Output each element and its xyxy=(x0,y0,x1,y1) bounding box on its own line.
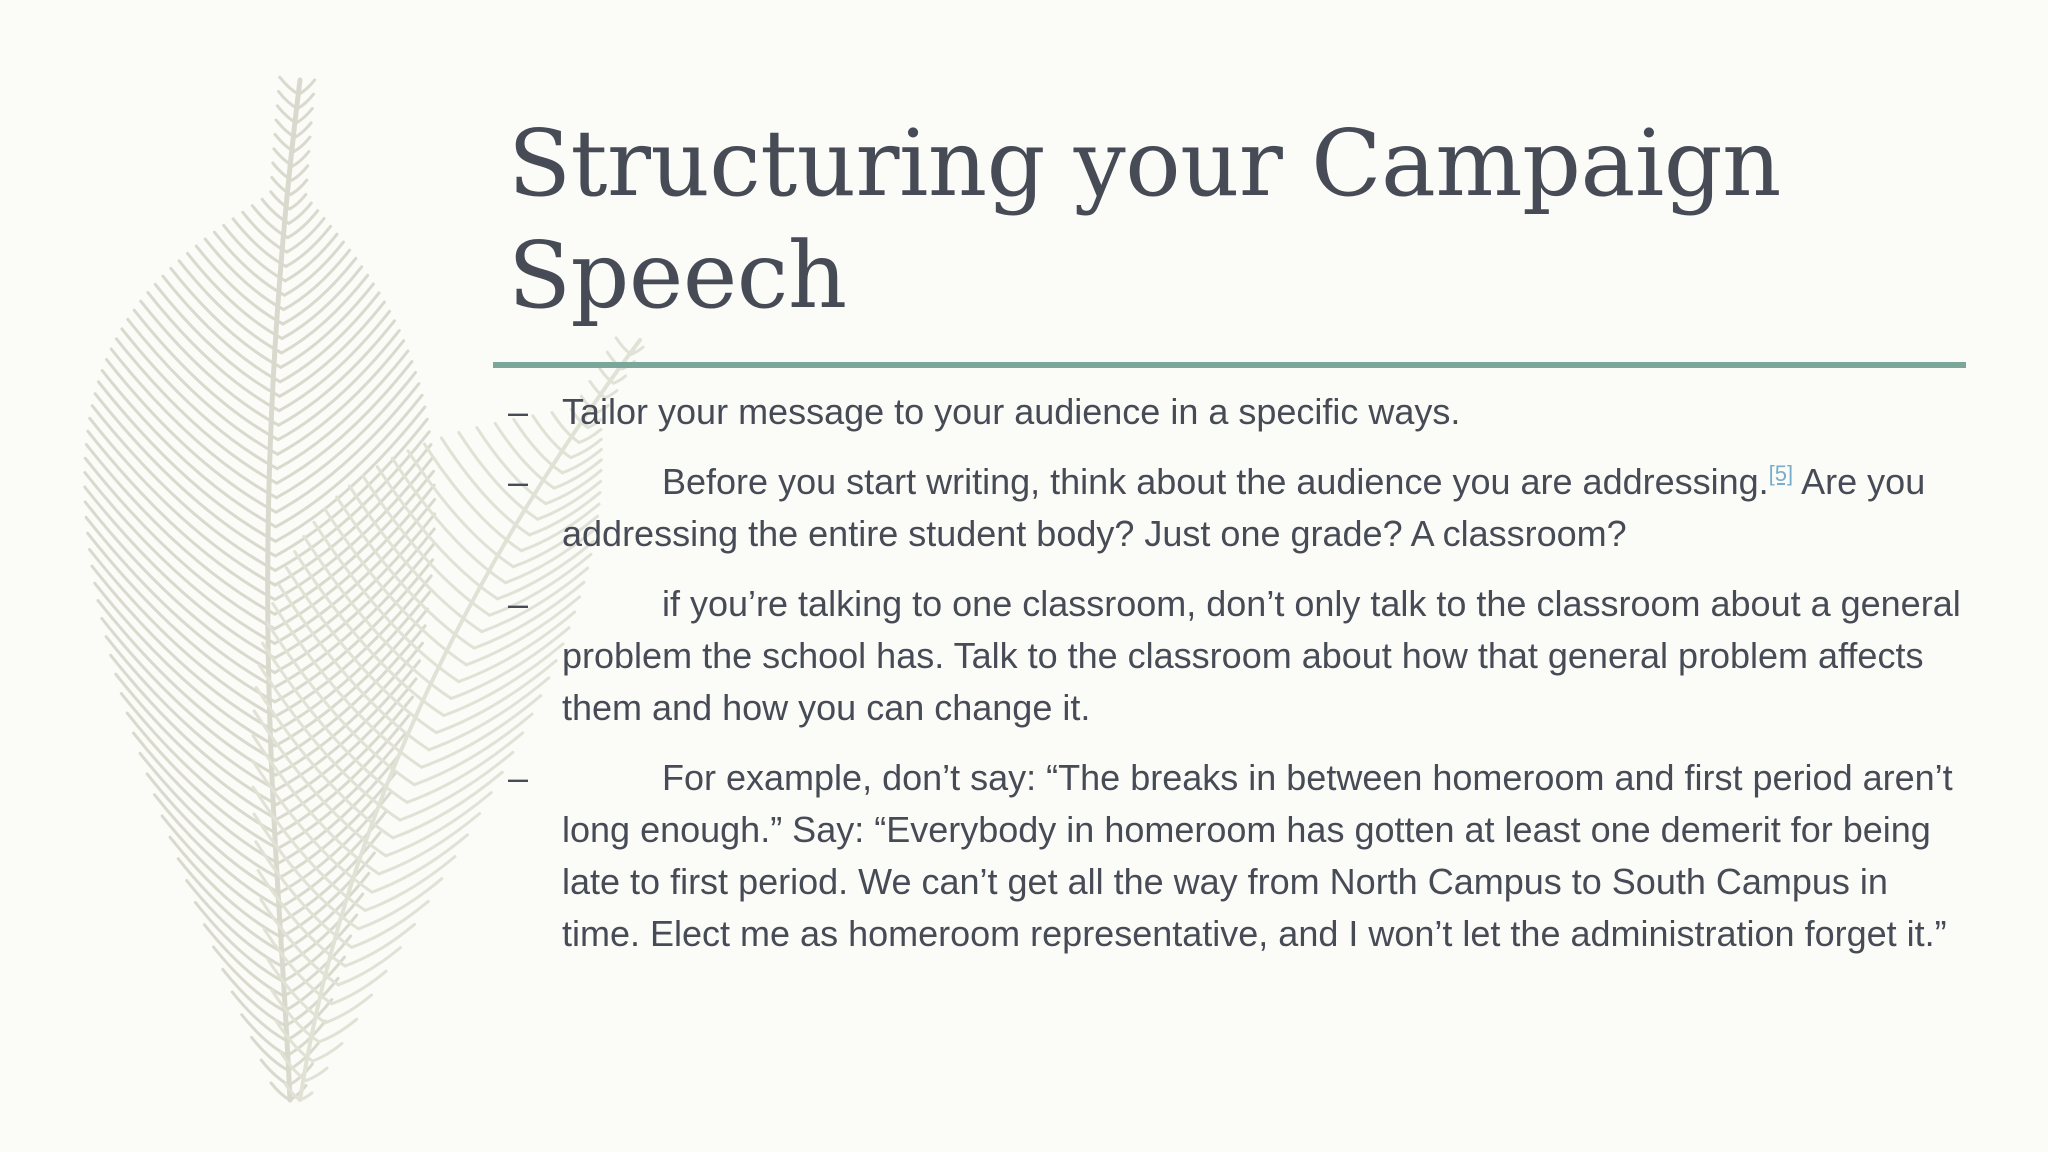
bullet-text: For example, don’t say: “The breaks in between homeroom and first period aren’t long enough.” Say: “Everybody in homeroom has gotten at least one demerit for being late to first period. We can’t get all the way from North Campus to South Campus in time. Elect me as homeroom representative, and I won’t let the administration forget it.” xyxy=(562,757,1953,954)
bullet-text: Before you start writing, think about the audience you are addressing. xyxy=(662,461,1769,502)
bullet-text: Tailor your message to your audience in a specific ways. xyxy=(562,391,1461,432)
bullet-marker: – xyxy=(508,757,529,798)
bullet-marker: – xyxy=(508,583,529,624)
bullet-item xyxy=(508,386,1968,438)
bullet-text-continued: Are you addressing the entire student body? Just one grade? A classroom? xyxy=(562,461,1926,554)
title-divider xyxy=(493,362,1966,368)
bullet-list xyxy=(508,386,1968,978)
bullet-text: if you’re talking to one classroom, don’t only talk to the classroom about a general problem the school has. Talk to the classroom about how that general problem affects them and how you can change it. xyxy=(562,583,1961,728)
bullet-marker: – xyxy=(508,461,529,502)
bullet-item xyxy=(508,456,1968,560)
slide-title: Structuring your Campaign Speech xyxy=(508,110,1781,329)
bullet-item xyxy=(508,578,1968,734)
bullet-marker: – xyxy=(508,391,529,432)
bullet-item xyxy=(508,752,1968,960)
reference-link[interactable]: [5] xyxy=(1768,461,1794,486)
